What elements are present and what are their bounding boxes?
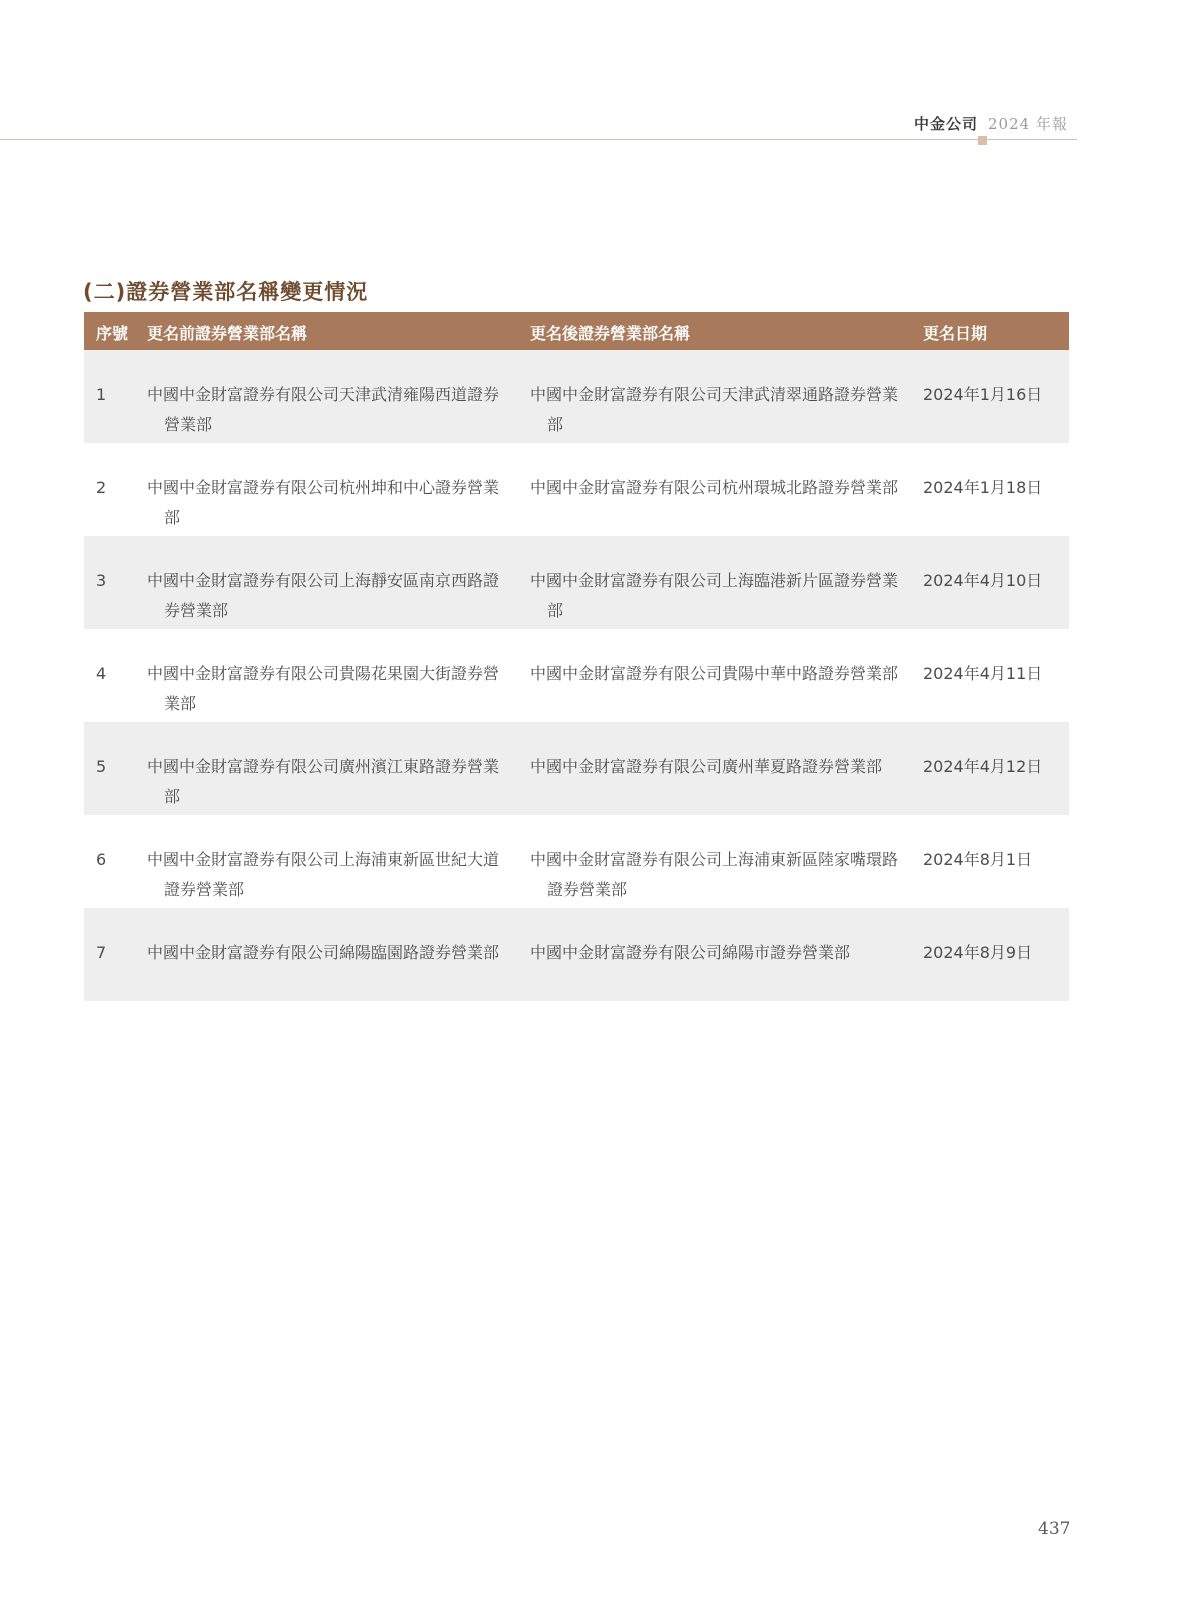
row-number: 7 — [96, 943, 107, 962]
row-number: 5 — [96, 757, 107, 776]
header-year-report: 2024 年報 — [988, 115, 1068, 133]
after-name: 中國中金財富證券有限公司綿陽市證券營業部 — [530, 943, 851, 962]
after-name: 中國中金財富證券有限公司上海浦東新區陸家嘴環路證券營業部 — [530, 850, 899, 899]
table-row — [84, 536, 1069, 629]
rename-date: 2024年8月9日 — [923, 943, 1033, 962]
before-name: 中國中金財富證券有限公司天津武清雍陽西道證券營業部 — [147, 385, 500, 434]
rename-date: 2024年1月16日 — [923, 385, 1043, 404]
after-name: 中國中金財富證券有限公司杭州環城北路證券營業部 — [530, 478, 899, 497]
running-header — [914, 113, 1068, 134]
header-before-name: 更名前證券營業部名稱 — [147, 324, 308, 343]
before-name: 中國中金財富證券有限公司綿陽臨園路證券營業部 — [147, 943, 500, 962]
header-after-name: 更名後證券營業部名稱 — [530, 324, 691, 343]
page-number: 437 — [1038, 1519, 1071, 1539]
header-seq: 序號 — [96, 324, 129, 343]
header-date: 更名日期 — [923, 324, 988, 343]
table-row — [84, 443, 1069, 536]
after-name: 中國中金財富證券有限公司廣州華夏路證券營業部 — [530, 757, 883, 776]
table-row — [84, 350, 1069, 443]
table-row — [84, 908, 1069, 1001]
rename-date: 2024年4月10日 — [923, 571, 1043, 590]
rename-table — [84, 312, 1069, 1001]
rename-date: 2024年1月18日 — [923, 478, 1043, 497]
after-name: 中國中金財富證券有限公司上海臨港新片區證券營業部 — [530, 571, 899, 620]
row-number: 1 — [96, 385, 107, 404]
rename-date: 2024年8月1日 — [923, 850, 1033, 869]
table-row — [84, 722, 1069, 815]
rename-date: 2024年4月12日 — [923, 757, 1043, 776]
before-name: 中國中金財富證券有限公司貴陽花果園大街證券營業部 — [147, 664, 500, 713]
rename-date: 2024年4月11日 — [923, 664, 1043, 683]
before-name: 中國中金財富證券有限公司上海浦東新區世紀大道證券營業部 — [147, 850, 500, 899]
header-rule — [0, 139, 1077, 140]
after-name: 中國中金財富證券有限公司天津武清翠通路證券營業部 — [530, 385, 899, 434]
table-row — [84, 629, 1069, 722]
row-number: 4 — [96, 664, 107, 683]
section-title: (二)證券營業部名稱變更情況 — [83, 280, 369, 304]
row-number: 6 — [96, 850, 107, 869]
table-row — [84, 815, 1069, 908]
before-name: 中國中金財富證券有限公司上海靜安區南京西路證券營業部 — [147, 571, 500, 620]
row-number: 2 — [96, 478, 107, 497]
table-header — [84, 312, 1069, 350]
before-name: 中國中金財富證券有限公司廣州濱江東路證券營業部 — [147, 757, 500, 806]
row-number: 3 — [96, 571, 107, 590]
header-marker — [978, 136, 987, 145]
after-name: 中國中金財富證券有限公司貴陽中華中路證券營業部 — [530, 664, 899, 683]
before-name: 中國中金財富證券有限公司杭州坤和中心證券營業部 — [147, 478, 500, 527]
header-company: 中金公司 — [914, 115, 979, 133]
